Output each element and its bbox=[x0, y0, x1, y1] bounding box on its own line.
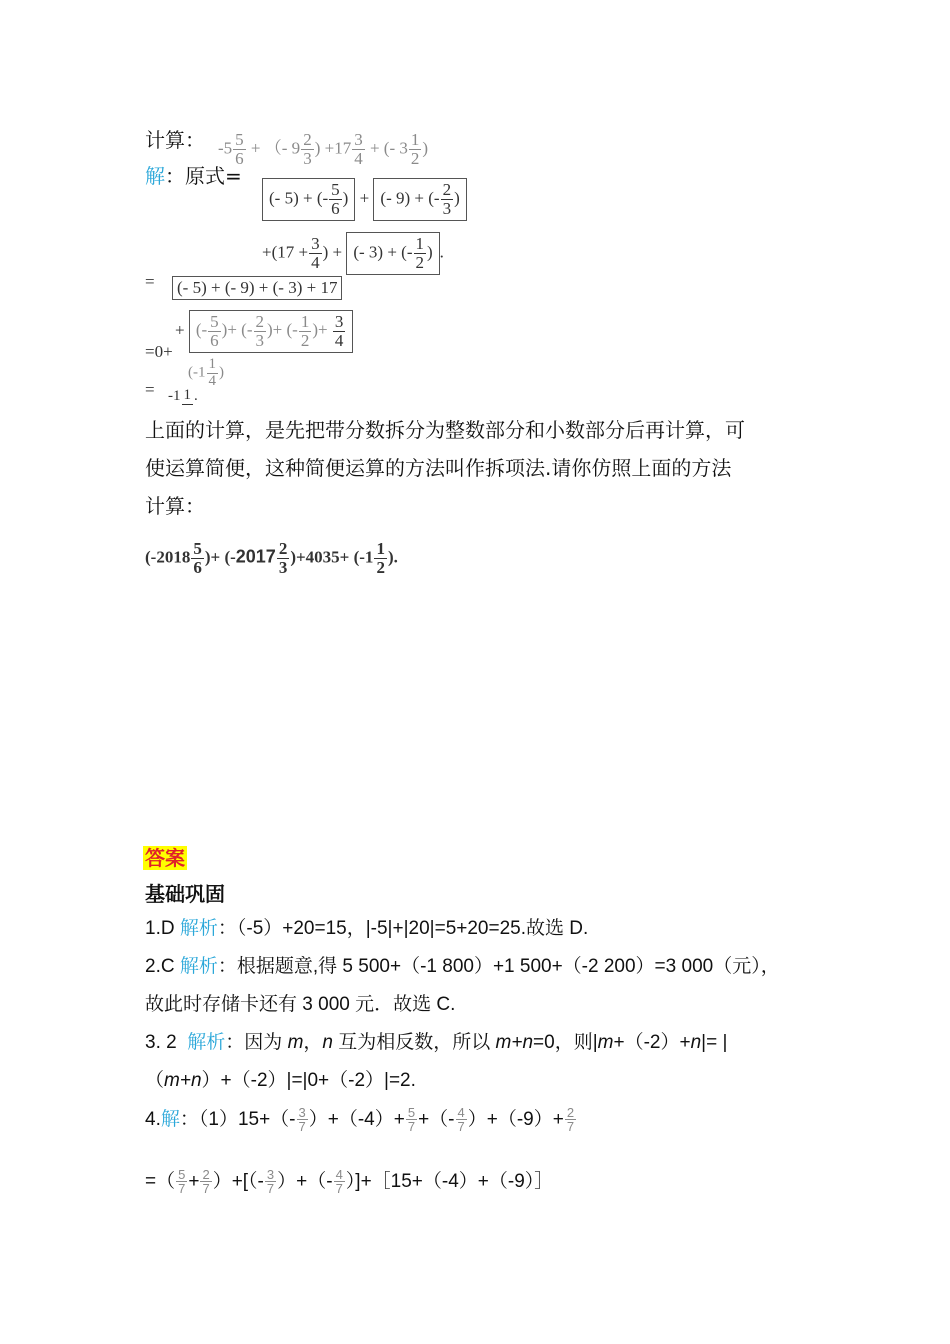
step6: -1 1 . bbox=[168, 387, 198, 404]
paragraph-line-2: 使运算简便，这种简便运算的方法叫作拆项法.请你仿照上面的方法 bbox=[145, 456, 732, 480]
exercise-expression: (-2018 $\frac{5}{6}$ )+ (-2017 $\frac{2}{3}$ )+4035+ (-1 $\frac{1}{2}$ ). bbox=[145, 539, 398, 577]
answer-2: 2.C 解析：根据题意,得 5 500+（-1 800）+1 500+（-2 200）=3 000（元）， bbox=[145, 955, 780, 977]
step5-eq: = bbox=[145, 380, 155, 399]
solution-intro: 解：原式= bbox=[145, 164, 242, 188]
answer-3-line-2: （m+n）+（-2）|=|0+（-2）|=2. bbox=[145, 1070, 416, 1091]
step3: = bbox=[145, 272, 155, 291]
step4-eq: =0+ bbox=[145, 342, 173, 361]
paragraph-line-1: 上面的计算，是先把带分数拆分为整数部分和小数部分后再计算，可 bbox=[145, 418, 745, 442]
answer-2-line-2: 故此时存储卡还有 3 000 元．故选 C. bbox=[145, 994, 456, 1015]
problem-expression: -5 $\frac{5}{6}$ + （- 9 $\frac{2}{3}$ ) +17 $\frac{3}{4}$ + (- 3 $\frac{1}{2}$ ) bbox=[218, 130, 429, 168]
step2: +(17 + $\frac{3}{4}$ ) + (- 3) + (- $\frac{1}{2}$ ) . bbox=[262, 232, 444, 275]
answers-section-title: 基础巩固 bbox=[145, 882, 225, 906]
step5: (-1 $\frac{1}{4}$ ) bbox=[188, 356, 224, 389]
answer-4-line-2: =（ $\frac{5}{7}$ + $\frac{2}{7}$ ）+[（- $\frac{3}{7}$ ）+（- $\frac{4}{7}$ ）]+［15+（-4）+（-9）］ bbox=[145, 1166, 554, 1197]
step1: (- 5) + (- $\frac{5}{6}$ ) + (- 9) + (- $\frac{2}{3}$ ) bbox=[262, 178, 467, 221]
answer-1: 1.D 解析：（-5）+20=15，|-5|+|20|=5+20=25.故选 D. bbox=[145, 917, 589, 939]
answer-3: 3. 2 解析：因为 m，n 互为相反数，所以 m+n=0，则|m+（-2）+n|= | bbox=[145, 1031, 728, 1053]
step4: + (- $\frac{5}{6}$ )+ (- $\frac{2}{3}$ )+ (- $\frac{1}{2}$ )+ $\frac{3}{4}$ bbox=[175, 310, 353, 353]
problem-label: 计算： bbox=[145, 128, 205, 152]
answer-4: 4.解：（1）15+（- $\frac{3}{7}$ ）+（-4）+ $\frac{5}{7}$ +（- $\frac{4}{7}$ ）+（-9）+ $\frac{2}{7}$ bbox=[145, 1104, 575, 1135]
solution-label: 解 bbox=[145, 164, 165, 188]
answers-heading: 答案 bbox=[145, 846, 185, 870]
step3-bracket: (- 5) + (- 9) + (- 3) + 17 bbox=[172, 276, 342, 300]
paragraph-line-3: 计算： bbox=[145, 494, 205, 518]
